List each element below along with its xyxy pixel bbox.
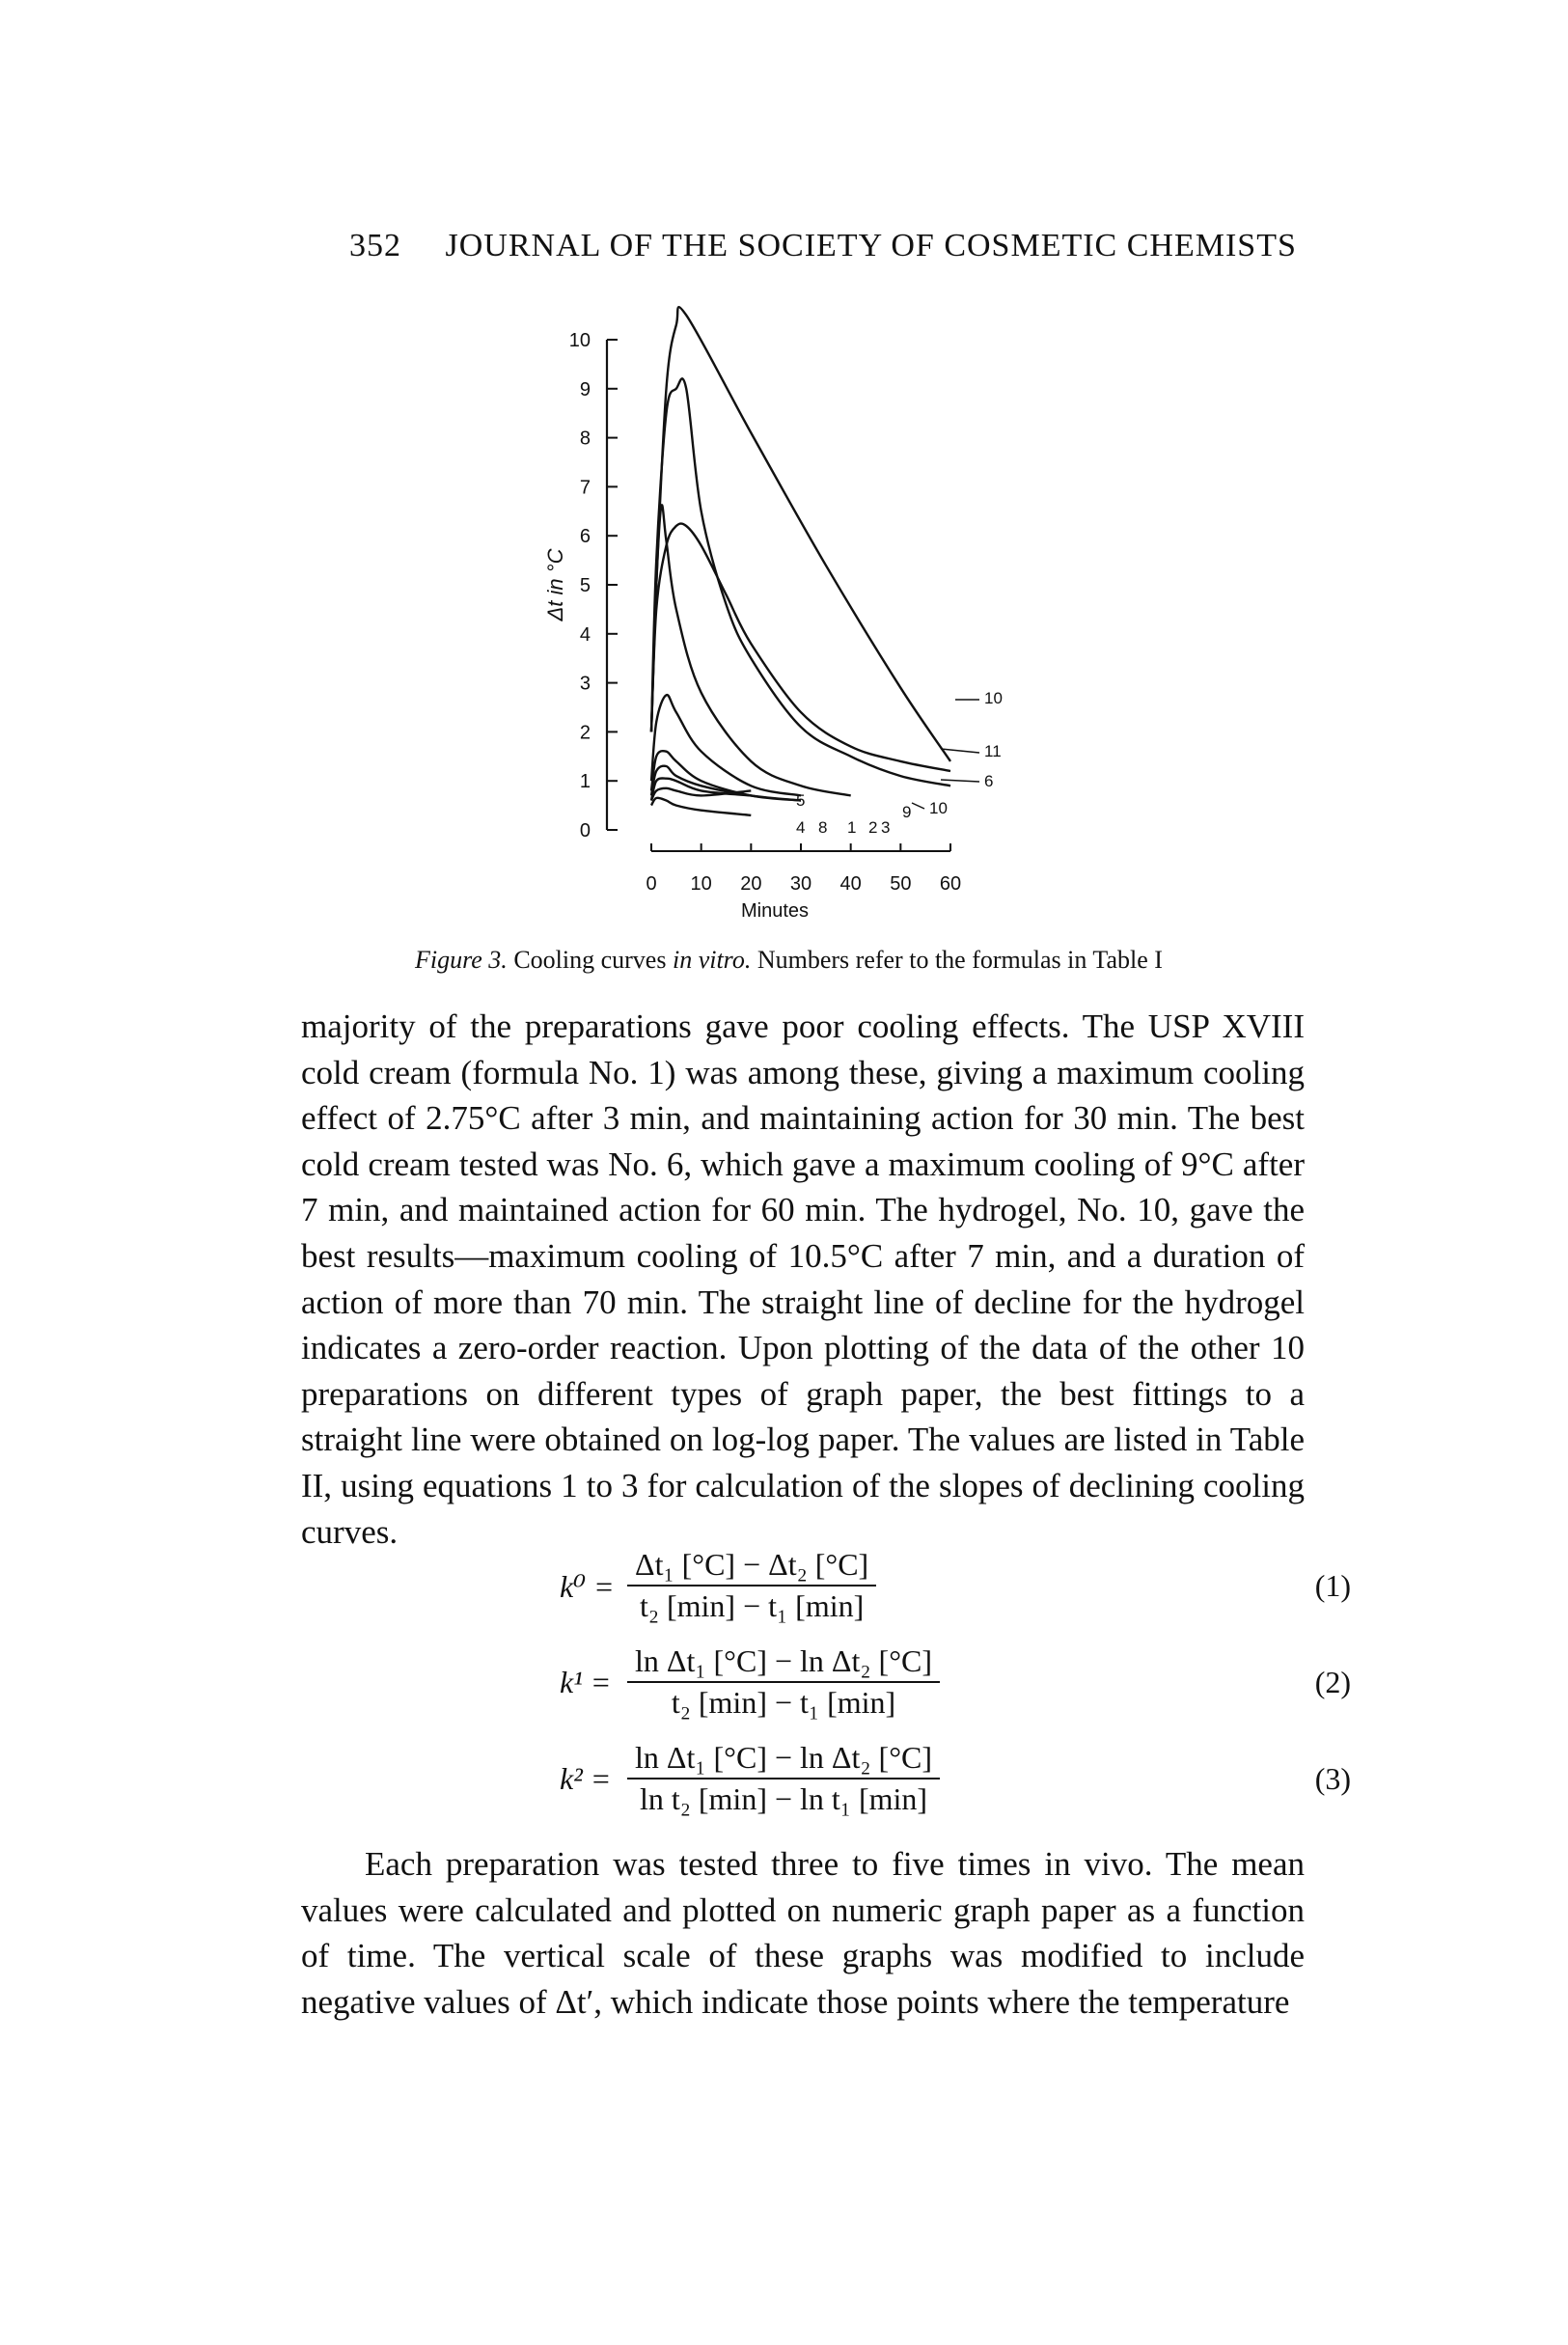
y-tick-label: 2 (579, 722, 591, 744)
curve-label: 5 (796, 791, 806, 810)
x-tick-label: 50 (890, 873, 912, 895)
equation-denominator: t₂ [min] − t₁ [min] (639, 1588, 865, 1623)
y-tick-label: 0 (579, 820, 591, 841)
x-axis-title: Minutes (740, 900, 810, 922)
chart-axes (543, 330, 961, 922)
series-curve-11 (651, 524, 950, 771)
caption-text-b: in vitro. (672, 946, 752, 974)
y-tick-label: 3 (579, 673, 591, 695)
paragraph-1 (301, 1004, 1305, 1555)
figure-caption (415, 946, 1163, 975)
equation-number: (3) (1314, 1761, 1351, 1796)
equation-lhs: k² = (560, 1761, 612, 1796)
equation-fraction (627, 1547, 876, 1624)
equation-fraction (627, 1740, 940, 1817)
y-tick-label: 4 (579, 623, 591, 646)
equation-lhs: k⁰ = (560, 1569, 615, 1604)
x-tick-label: 30 (789, 873, 812, 895)
equation-2 (502, 1643, 1351, 1730)
paragraph-2 (301, 1841, 1305, 2025)
y-tick-label: 7 (579, 477, 591, 499)
curve-label: 2 (868, 818, 878, 837)
journal-title: JOURNAL OF THE SOCIETY OF COSMETIC CHEMISTS (445, 228, 1297, 263)
paragraph-1-text: majority of the preparations gave poor cooling effects. The USP XVIII cold cream (formula No. 1) was among these, giving a maximum cooling effect of 2.75°C after 3 min, and maintaining action for 30 min. The best cold cream tested was No. 6, which gave a maximum cooling of 9°C after 7 min, and maintained action for 60 min. The hydrogel, No. 10, gave the best results—maximum cooling of 10.5°C after 7 min, and a duration of action of more than 70 min. The straight line of decline for the hydrogel indicates a zero-order reaction. Upon plotting of the data of the other 10 preparations on different types of graph paper, the best fittings to a straight line were obtained on log-log paper. The values are listed in Table II, using equations 1 to 3 for calculation of the slopes of declining cooling curves. (301, 1007, 1305, 1551)
y-tick-label: 8 (579, 428, 591, 450)
y-tick-label: 9 (579, 378, 591, 400)
y-tick-label: 10 (568, 330, 591, 351)
x-tick-label: 20 (740, 873, 762, 895)
curve-label: 6 (984, 772, 994, 790)
y-tick-label: 5 (579, 575, 591, 596)
equation-1 (502, 1547, 1351, 1634)
x-tick-label: 10 (690, 873, 712, 895)
curve-label: 10 (984, 689, 1003, 707)
x-tick-label: 60 (939, 873, 962, 895)
equation-denominator: t₂ [min] − t₁ [min] (671, 1685, 896, 1720)
equation-numerator: ln Δt₁ [°C] − ln Δt₂ [°C] (627, 1740, 940, 1779)
equation-lhs: k¹ = (560, 1665, 612, 1699)
y-tick-label: 6 (579, 526, 591, 548)
series-curve-9 (651, 505, 851, 795)
paragraph-2-text: Each preparation was tested three to five times in vivo. The mean values were calculated and plotted on numeric graph paper as a function of time. The vertical scale of these graphs was modified to include negative values of Δt′, which indicate those points where the temperature (301, 1845, 1305, 2021)
curve-label: 11 (984, 742, 1002, 760)
equation-3 (502, 1740, 1351, 1827)
series-curve-4 (651, 798, 751, 815)
curve-label-leader (941, 749, 979, 753)
x-tick-label: 0 (646, 873, 657, 895)
equation-denominator: ln t₂ [min] − ln t₁ [min] (639, 1781, 928, 1816)
page-number: 352 (349, 228, 401, 263)
caption-text-c: Numbers refer to the formulas in Table I (756, 946, 1163, 974)
y-axis-title: Δt in °C (543, 548, 567, 621)
curve-label: 1 (847, 818, 857, 837)
equation-number: (2) (1314, 1665, 1351, 1699)
equation-numerator: ln Δt₁ [°C] − ln Δt₂ [°C] (627, 1643, 940, 1683)
caption-text-a: Cooling curves (513, 946, 667, 974)
equation-number: (1) (1314, 1568, 1351, 1603)
curve-label: 4 (796, 818, 806, 837)
curve-label: 9 (902, 803, 912, 821)
chart-curve-labels (796, 689, 1003, 837)
curve-label: 10 (929, 799, 948, 817)
curve-label-leader (941, 780, 979, 782)
equation-fraction (627, 1643, 940, 1721)
x-tick-label: 40 (839, 873, 862, 895)
series-curve-6 (651, 378, 950, 786)
y-tick-label: 1 (579, 771, 591, 793)
series-curve-10 (651, 307, 950, 761)
chart-series (651, 307, 950, 815)
curve-label: 8 (818, 818, 828, 837)
curve-label: 3 (881, 818, 891, 837)
cooling-curves-chart (0, 0, 1568, 946)
equation-numerator: Δt₁ [°C] − Δt₂ [°C] (627, 1547, 876, 1586)
caption-label: Figure 3. (415, 946, 508, 974)
curve-label-leader (912, 803, 924, 809)
